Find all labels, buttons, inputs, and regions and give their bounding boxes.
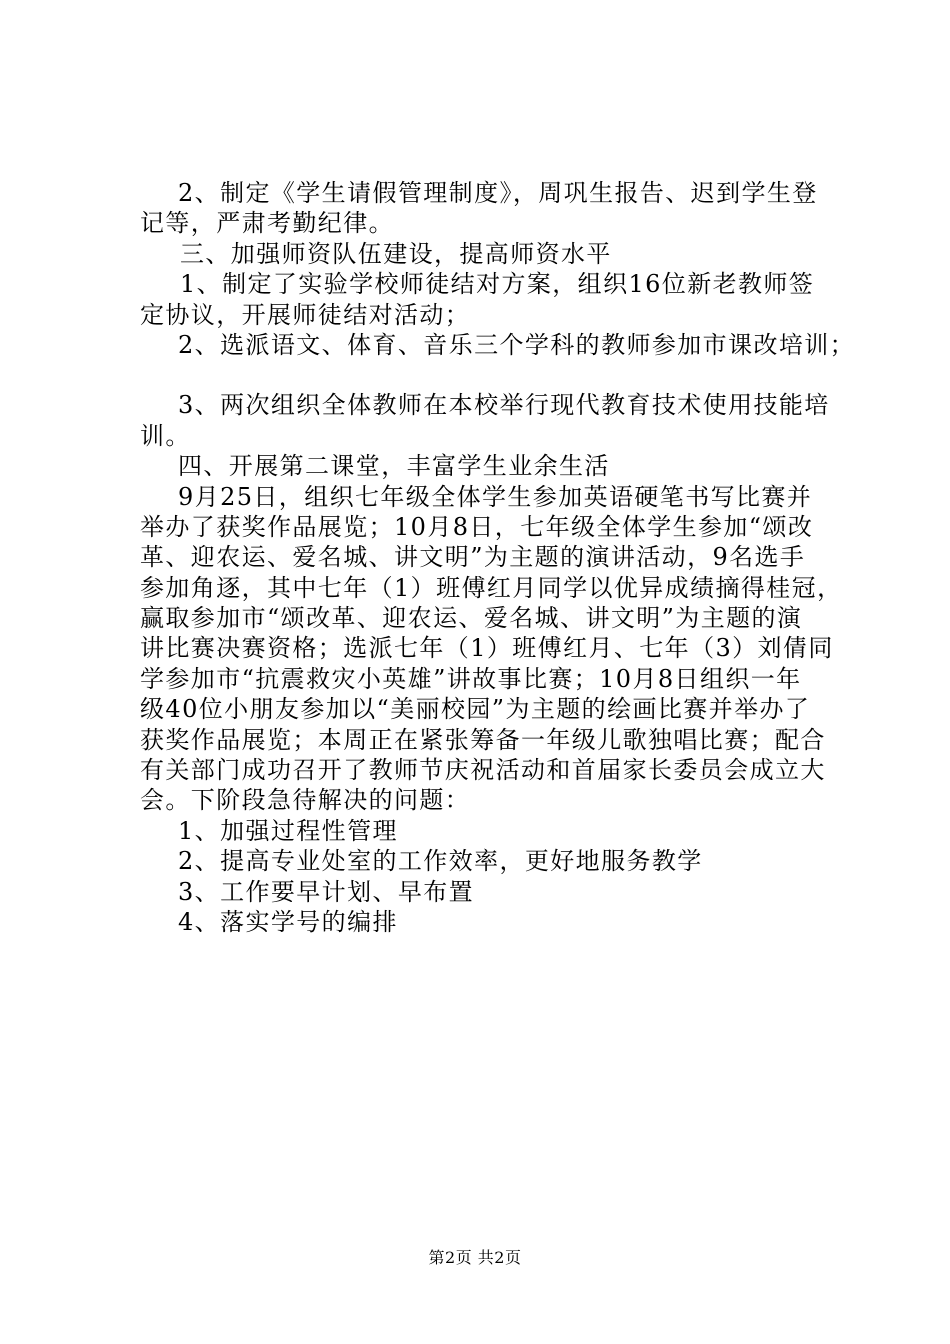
- paragraph-line: 1、制定了实验学校师徒结对方案，组织16位新老教师签: [180, 270, 815, 299]
- list-item: 1、加强过程性管理: [178, 816, 398, 845]
- list-item: 3、工作要早计划、早布置: [178, 877, 475, 906]
- list-item: 2、提高专业处室的工作效率，更好地服务教学: [178, 847, 703, 876]
- paragraph-line: 记等，严肃考勤纪律。: [140, 209, 394, 238]
- paragraph-line: 讲比赛决赛资格；选派七年（1）班傅红月、七年（3）刘倩同: [140, 634, 834, 663]
- document-body: [140, 178, 856, 937]
- paragraph-line: 赢取参加市“颂改革、迎农运、爱名城、讲文明”为主题的演: [140, 604, 803, 633]
- list-item: 4、落实学号的编排: [178, 907, 398, 936]
- paragraph-line: 举办了获奖作品展览；10月8日，七年级全体学生参加“颂改: [140, 512, 814, 541]
- paragraph-line: 定协议，开展师徒结对活动；: [140, 300, 471, 329]
- paragraph-line: 学参加市“抗震救灾小英雄”讲故事比赛；10月8日组织一年: [140, 664, 802, 693]
- paragraph-line: 2、选派语文、体育、音乐三个学科的教师参加市课改培训；: [178, 330, 856, 359]
- section-heading: 三、加强师资队伍建设，提高师资水平: [180, 239, 612, 268]
- paragraph-line: 革、迎农运、爱名城、讲文明”为主题的演讲活动，9名选手: [140, 543, 806, 572]
- paragraph-line: 会。下阶段急待解决的问题：: [140, 786, 471, 815]
- section-heading: 四、开展第二课堂，丰富学生业余生活: [178, 452, 610, 481]
- page-footer: 第2页 共2页: [428, 1248, 522, 1267]
- blank-line: [140, 360, 835, 390]
- paragraph-line: 获奖作品展览；本周正在紧张筹备一年级儿歌独唱比赛；配合: [140, 725, 826, 754]
- paragraph-line: 3、两次组织全体教师在本校举行现代教育技术使用技能培: [178, 391, 830, 420]
- paragraph-line: 2、制定《学生请假管理制度》，周巩生报告、迟到学生登: [178, 179, 818, 207]
- paragraph-line: 训。: [140, 421, 191, 450]
- paragraph-line: 9月25日，组织七年级全体学生参加英语硬笔书写比赛并: [178, 482, 813, 511]
- paragraph-line: 有关部门成功召开了教师节庆祝活动和首届家长委员会成立大: [140, 756, 826, 785]
- paragraph-line: 参加角逐，其中七年（1）班傅红月同学以优异成绩摘得桂冠，: [140, 573, 843, 602]
- paragraph-line: 级40位小朋友参加以“美丽校园”为主题的绘画比赛并举办了: [140, 695, 811, 724]
